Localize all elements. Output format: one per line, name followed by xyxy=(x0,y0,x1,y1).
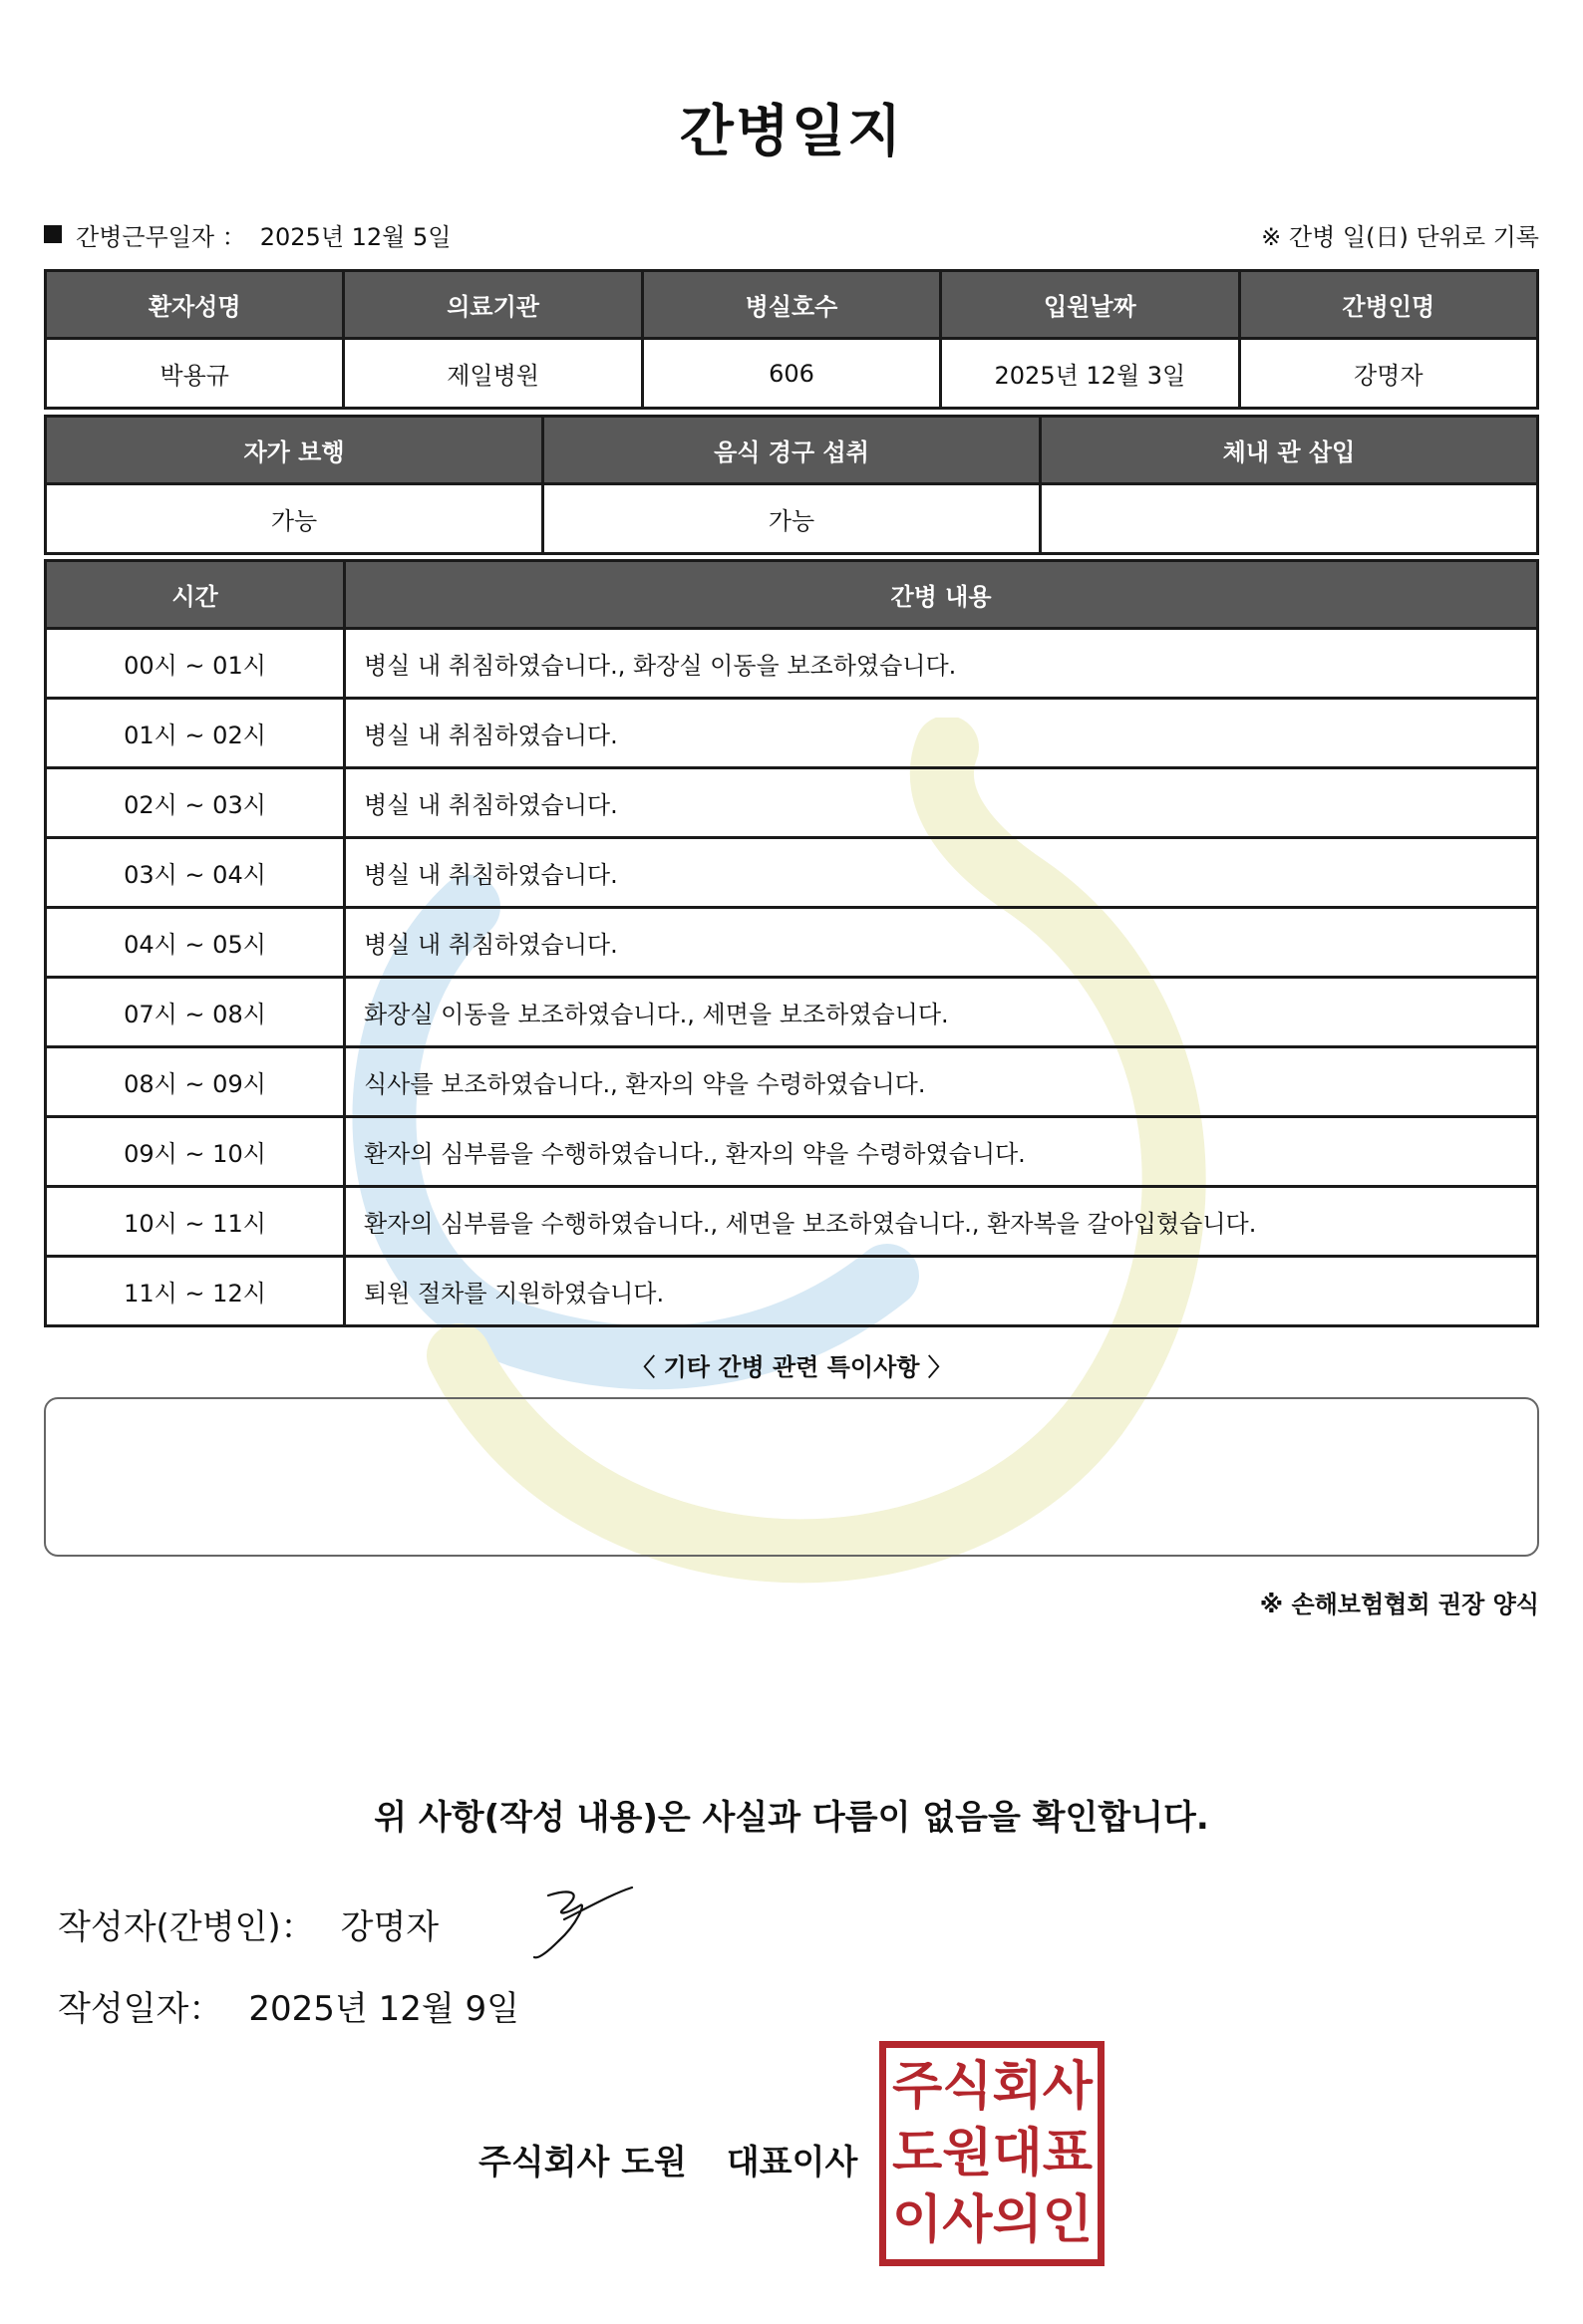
time-cell: 00시 ~ 01시 xyxy=(46,629,345,699)
table-row xyxy=(46,339,1538,409)
time-cell: 07시 ~ 08시 xyxy=(46,978,345,1047)
header-cell: 음식 경구 섭취 xyxy=(543,417,1041,484)
content-cell: 식사를 보조하였습니다., 환자의 약을 수령하였습니다. xyxy=(345,1047,1538,1117)
write-date-value: 2025년 12월 9일 xyxy=(248,1989,519,2029)
oral-intake-value: 가능 xyxy=(543,484,1041,554)
write-date-label: 작성일자： xyxy=(58,1989,223,2029)
hospital-name: 제일병원 xyxy=(344,339,642,409)
work-date-label: 간병근무일자 ： xyxy=(76,222,246,251)
confirmation-statement: 위 사항(작성 내용)은 사실과 다름이 없음을 확인합니다. xyxy=(374,1798,1209,1838)
table-row xyxy=(46,838,1538,908)
unit-note: ※ 간병 일(日) 단위로 기록 xyxy=(1261,222,1539,251)
table-row xyxy=(46,978,1538,1047)
table-row xyxy=(46,1187,1538,1257)
writer-row xyxy=(58,1899,439,1948)
time-cell: 02시 ~ 03시 xyxy=(46,768,345,838)
content-cell: 화장실 이동을 보조하였습니다., 세면을 보조하였습니다. xyxy=(345,978,1538,1047)
signature-image xyxy=(528,1884,638,1963)
time-cell: 04시 ~ 05시 xyxy=(46,908,345,978)
seal-glyph: 의 xyxy=(992,2189,1043,2250)
company-line xyxy=(478,2135,857,2183)
content-cell: 병실 내 취침하였습니다. xyxy=(345,908,1538,978)
company-seal xyxy=(879,2041,1105,2266)
write-date-row xyxy=(58,1981,519,2030)
table-row xyxy=(46,768,1538,838)
seal-glyph: 사 xyxy=(1042,2057,1093,2118)
content-header: 간병 내용 xyxy=(345,561,1538,629)
seal-glyph: 인 xyxy=(1042,2189,1093,2250)
notes-box xyxy=(44,1397,1539,1557)
seal-glyph: 식 xyxy=(942,2057,993,2118)
writer-name: 강명자 xyxy=(340,1907,440,1947)
time-cell: 01시 ~ 02시 xyxy=(46,699,345,768)
patient-info-table xyxy=(44,269,1539,410)
header-cell: 자가 보행 xyxy=(46,417,543,484)
content-cell: 병실 내 취침하였습니다., 화장실 이동을 보조하였습니다. xyxy=(345,629,1538,699)
square-bullet-icon xyxy=(44,225,62,243)
company-name: 주식회사 도원 xyxy=(478,2143,687,2182)
header-cell: 의료기관 xyxy=(344,271,642,339)
form-note: ※ 손해보험협회 권장 양식 xyxy=(1259,1591,1539,1618)
table-header-row xyxy=(46,561,1538,629)
patient-name: 박용규 xyxy=(46,339,344,409)
care-log-table xyxy=(44,559,1539,1327)
seal-glyph: 주 xyxy=(892,2057,943,2118)
seal-glyph: 원 xyxy=(942,2123,993,2183)
header-cell: 입원날짜 xyxy=(941,271,1239,339)
header-cell: 간병인명 xyxy=(1239,271,1537,339)
caregiver-name: 강명자 xyxy=(1239,339,1537,409)
seal-glyph: 사 xyxy=(942,2189,993,2250)
table-row xyxy=(46,699,1538,768)
self-walking-value: 가능 xyxy=(46,484,543,554)
header-cell: 체내 관 삽입 xyxy=(1041,417,1538,484)
time-cell: 10시 ~ 11시 xyxy=(46,1187,345,1257)
notes-title: 〈 기타 간병 관련 특이사항 〉 xyxy=(631,1353,952,1381)
seal-glyph: 회 xyxy=(992,2057,1043,2118)
work-date xyxy=(44,217,451,252)
time-cell: 03시 ~ 04시 xyxy=(46,838,345,908)
time-header: 시간 xyxy=(46,561,345,629)
seal-glyph: 이 xyxy=(892,2189,943,2250)
table-header-row xyxy=(46,271,1538,339)
table-row xyxy=(46,629,1538,699)
content-cell: 병실 내 취침하였습니다. xyxy=(345,699,1538,768)
admission-date: 2025년 12월 3일 xyxy=(941,339,1239,409)
company-title: 대표이사 xyxy=(726,2143,858,2182)
page-title: 간병일지 xyxy=(679,100,904,164)
seal-glyphs xyxy=(892,2054,1092,2253)
content-cell: 병실 내 취침하였습니다. xyxy=(345,838,1538,908)
patient-status-table xyxy=(44,415,1539,555)
table-row xyxy=(46,1117,1538,1187)
table-row xyxy=(46,908,1538,978)
table-row xyxy=(46,1047,1538,1117)
room-number: 606 xyxy=(642,339,940,409)
content-cell: 병실 내 취침하였습니다. xyxy=(345,768,1538,838)
content-cell: 환자의 심부름을 수행하였습니다., 세면을 보조하였습니다., 환자복을 갈아입혔습니다. xyxy=(345,1187,1538,1257)
work-date-value: 2025년 12월 5일 xyxy=(259,222,452,251)
seal-glyph: 도 xyxy=(892,2123,943,2183)
table-header-row xyxy=(46,417,1538,484)
writer-label: 작성자(간병인)： xyxy=(58,1907,315,1947)
time-cell: 09시 ~ 10시 xyxy=(46,1117,345,1187)
seal-glyph: 표 xyxy=(1042,2123,1093,2183)
header-cell: 환자성명 xyxy=(46,271,344,339)
content-cell: 퇴원 절차를 지원하였습니다. xyxy=(345,1257,1538,1326)
header-cell: 병실호수 xyxy=(642,271,940,339)
table-row xyxy=(46,1257,1538,1326)
table-row xyxy=(46,484,1538,554)
seal-glyph: 대 xyxy=(992,2123,1043,2183)
meta-row xyxy=(44,217,1539,251)
time-cell: 11시 ~ 12시 xyxy=(46,1257,345,1326)
tube-insertion-value xyxy=(1041,484,1538,554)
time-cell: 08시 ~ 09시 xyxy=(46,1047,345,1117)
content-cell: 환자의 심부름을 수행하였습니다., 환자의 약을 수령하였습니다. xyxy=(345,1117,1538,1187)
